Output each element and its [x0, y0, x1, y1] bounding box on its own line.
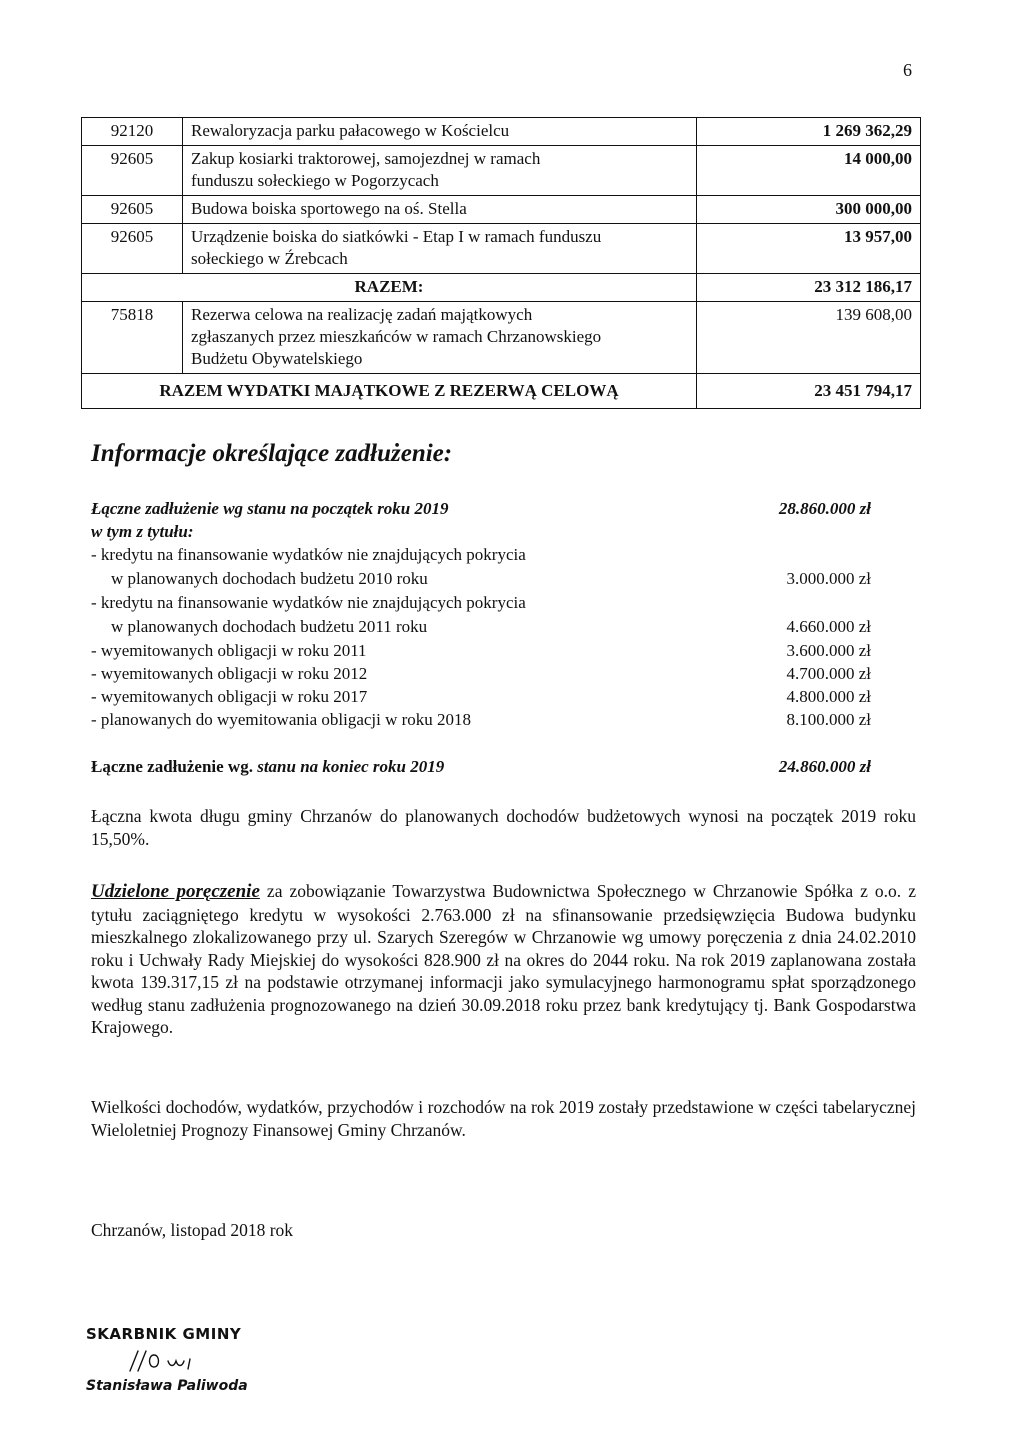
debt-start-row: [91, 497, 921, 520]
debt-item: [91, 591, 921, 614]
section-code: 92605: [82, 224, 183, 274]
total-amount: 23 451 794,17: [697, 374, 921, 409]
table-row: [82, 224, 921, 274]
table-row: [82, 146, 921, 196]
debt-section-heading: Informacje określające zadłużenie:: [91, 440, 453, 467]
debt-item-value: 3.000.000 zł: [786, 569, 871, 588]
debt-item-value: 4.800.000 zł: [786, 687, 871, 706]
description-line: Rezerwa celowa na realizację zadań majątkowych: [191, 305, 533, 324]
page-number: 6: [903, 60, 912, 80]
debt-item-label: w planowanych dochodach budżetu 2011 roku: [111, 617, 428, 636]
debt-end-value: 24.860.000 zł: [778, 757, 871, 776]
place-date: Chrzanów, listopad 2018 rok: [91, 1220, 294, 1240]
amount: 14 000,00: [697, 146, 921, 196]
debt-end-label-italic: stanu na koniec roku 2019: [252, 757, 445, 776]
guarantee-lead: Udzielone poręczenie: [91, 881, 260, 902]
debt-item: [91, 615, 921, 638]
debt-item-value: 3.600.000 zł: [786, 641, 871, 660]
debt-end-label: [91, 755, 444, 778]
debt-start-label: Łączne zadłużenie wg stanu na początek roku 2019: [91, 499, 449, 518]
task-description: [183, 196, 697, 224]
task-description: [183, 146, 697, 196]
total-row: [82, 374, 921, 409]
stamp-title: SKARBNIK GMINY: [86, 1325, 242, 1343]
description-line: Zakup kosiarki traktorowej, samojezdnej w ramach: [191, 149, 541, 168]
section-code: 92120: [82, 118, 183, 146]
subtotal-amount: 23 312 186,17: [697, 274, 921, 302]
description-line: Budowa boiska sportowego na oś. Stella: [191, 199, 467, 218]
section-code: 75818: [82, 302, 183, 374]
table-row: [82, 118, 921, 146]
reserve-row: [82, 302, 921, 374]
description-line: Urządzenie boiska do siatkówki - Etap I w ramach funduszu: [191, 227, 602, 246]
description-line: funduszu sołeckiego w Pogorzycach: [191, 171, 439, 190]
description-line: sołeckiego w Źrebcach: [191, 249, 348, 268]
handwritten-signature-icon: [86, 1347, 196, 1373]
amount: 139 608,00: [697, 302, 921, 374]
guarantee-paragraph: [91, 880, 916, 1039]
debt-end-row: [91, 755, 921, 778]
description-line: Rewaloryzacja parku pałacowego w Kościelcu: [191, 121, 510, 140]
total-label: RAZEM WYDATKI MAJĄTKOWE Z REZERWĄ CELOWĄ: [82, 374, 697, 409]
debt-ratio-paragraph: Łączna kwota długu gminy Chrzanów do planowanych dochodów budżetowych wynosi na początek 2019 roku 15,50%.: [91, 806, 916, 849]
debt-item: [91, 639, 921, 662]
debt-item-value: 4.700.000 zł: [786, 664, 871, 683]
subtotal-label: RAZEM:: [82, 274, 697, 302]
capital-expenditure-table: [81, 117, 921, 409]
task-description: [183, 302, 697, 374]
debt-item: [91, 543, 921, 566]
forecast-paragraph: Wielkości dochodów, wydatków, przychodów i rozchodów na rok 2019 zostały przedstawione w części tabelarycznej Wieloletniej Prognozy Finansowej Gminy Chrzanów.: [91, 1097, 916, 1140]
signature-stamp: [86, 1325, 286, 1394]
amount: 13 957,00: [697, 224, 921, 274]
guarantee-body: za zobowiązanie Towarzystwa Budownictwa Społecznego w Chrzanowie Spółka z o.o. z tytułu zaciągniętego kredytu w wysokości 2.763.000 zł na sfinansowanie przedsięwzięcia Budowa budynku mieszkalnego zlokalizowanego przy ul. Szarych Szeregów w Chrzanowie wg umowy poręczenia z dnia 24.02.2010 roku i Uchwały Rady Miejskiej do wysokości 828.900 zł na okres do 2044 roku. Na rok 2019 zaplanowana została kwota 139.317,15 zł na podstawie otrzymanej informacji jako symulacyjnego harmonogramu spłat sporządzonego według stanu zadłużenia prognozowanego na dzień 30.09.2018 roku przez bank kredytujący tj. Bank Gospodarstwa Krajowego.: [91, 881, 916, 1037]
debt-item-value: 8.100.000 zł: [786, 710, 871, 729]
debt-item-label: - wyemitowanych obligacji w roku 2012: [91, 664, 368, 683]
task-description: [183, 118, 697, 146]
debt-start-value: 28.860.000 zł: [778, 499, 871, 518]
table-row: [82, 196, 921, 224]
debt-item: [91, 708, 921, 731]
amount: 1 269 362,29: [697, 118, 921, 146]
debt-item: [91, 662, 921, 685]
debt-item-value: 4.660.000 zł: [786, 617, 871, 636]
signatory-name: Stanisława Paliwoda: [86, 1378, 248, 1394]
debt-end-label-bold: Łączne zadłużenie wg.: [91, 757, 253, 776]
amount: 300 000,00: [697, 196, 921, 224]
debt-item-label: - wyemitowanych obligacji w roku 2011: [91, 641, 367, 660]
debt-item-label: - wyemitowanych obligacji w roku 2017: [91, 687, 368, 706]
debt-including-label: w tym z tytułu:: [91, 522, 194, 541]
debt-item: [91, 567, 921, 590]
section-code: 92605: [82, 146, 183, 196]
task-description: [183, 224, 697, 274]
description-line: Budżetu Obywatelskiego: [191, 349, 363, 368]
debt-item-label: - planowanych do wyemitowania obligacji w roku 2018: [91, 710, 472, 729]
section-code: 92605: [82, 196, 183, 224]
debt-item-label: w planowanych dochodach budżetu 2010 roku: [111, 569, 428, 588]
description-line: zgłaszanych przez mieszkańców w ramach Chrzanowskiego: [191, 327, 602, 346]
debt-item-label: - kredytu na finansowanie wydatków nie znajdujących pokrycia: [91, 593, 526, 612]
debt-item: [91, 685, 921, 708]
subtotal-row: [82, 274, 921, 302]
debt-item-label: - kredytu na finansowanie wydatków nie znajdujących pokrycia: [91, 545, 526, 564]
debt-including-row: [91, 520, 921, 543]
